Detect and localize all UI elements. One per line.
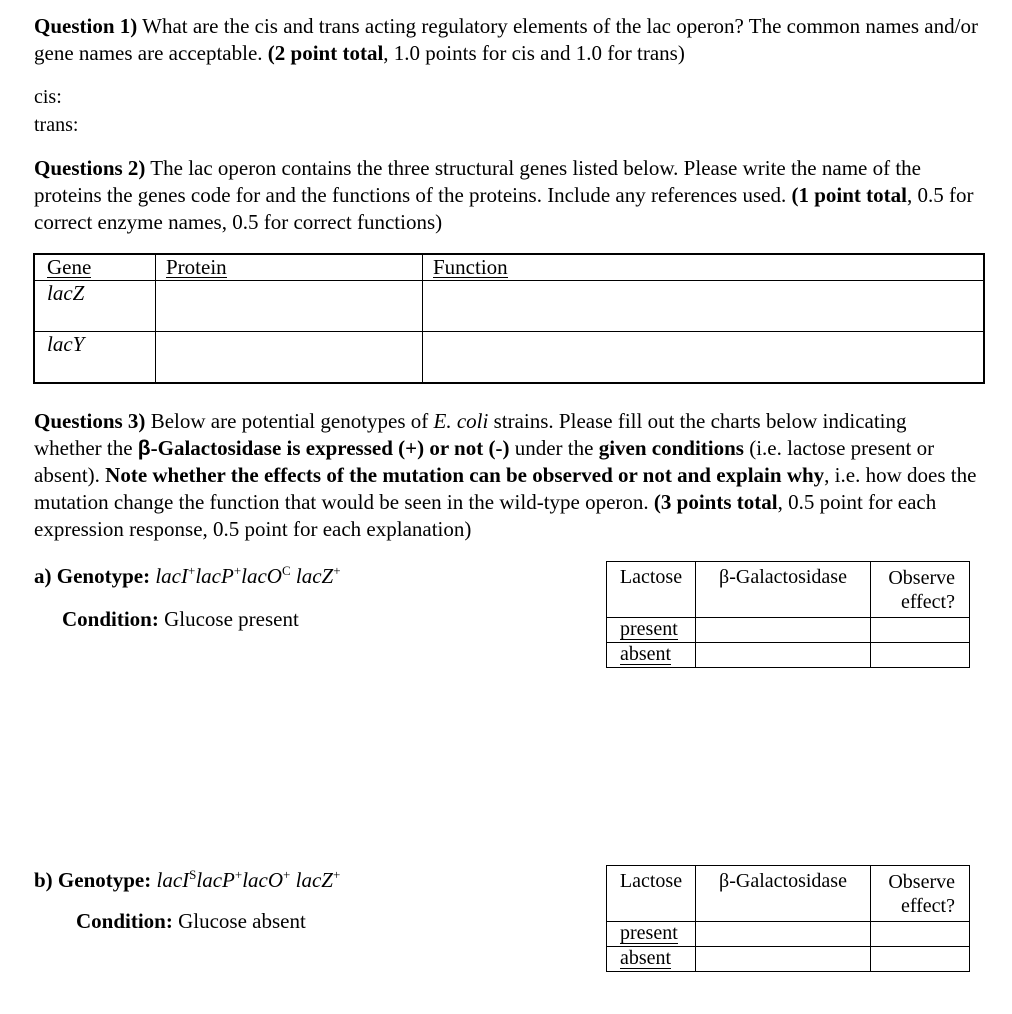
expression-cell[interactable] <box>696 618 871 643</box>
table-row <box>607 947 970 972</box>
q3-label: Questions 3) <box>34 409 146 433</box>
header-observe-effect: Observe effect? <box>871 562 970 618</box>
observe-cell[interactable] <box>871 947 970 972</box>
expression-cell[interactable] <box>696 922 871 947</box>
table-row <box>607 618 970 643</box>
protein-cell[interactable] <box>156 281 423 332</box>
q1-label: Question 1) <box>34 14 138 38</box>
table-row <box>607 643 970 668</box>
q1-points-detail: , 1.0 points for cis and 1.0 for trans) <box>383 41 685 65</box>
q3-points-detail: , 0.5 point for each expression response, 0.5 point for each explanation) <box>34 490 937 541</box>
cis-label: cis: <box>34 86 62 108</box>
trans-label: trans: <box>34 114 79 136</box>
question-2 <box>34 155 974 236</box>
gene-cell: lacY <box>47 332 85 356</box>
header-beta-galactosidase: β-Galactosidase <box>696 562 871 618</box>
observe-cell[interactable] <box>871 618 970 643</box>
row-absent: absent <box>620 643 672 665</box>
genotype-b: b) Genotype: lacI$^S$lacP+lacO+ lacZ+ <box>34 867 341 892</box>
observe-cell[interactable] <box>871 643 970 668</box>
q2-label: Questions 2) <box>34 156 146 180</box>
expression-cell[interactable] <box>696 643 871 668</box>
table-row <box>607 922 970 947</box>
row-present: present <box>620 618 678 640</box>
function-cell[interactable] <box>423 281 985 332</box>
question-3: Questions 3) Below are potential genotypes of E. coli strains. Please fill out the charts below indicating whether the β-Galactosidase is expressed (+) or not (-) under the given conditions (i.e. lactose present or absent). Note whether the effects of the mutation can be observed or not and explain why, i.e. how does the mutation change the function that would be seen in the wild-type operon. (3 points total, 0.5 point for each expression response, 0.5 point for each explanation) <box>34 409 977 541</box>
q2-text: The lac operon contains the three structural genes listed below. Please write the name of the proteins the genes code for and the functions of the proteins. Include any references used. <box>34 156 922 207</box>
header-lactose: Lactose <box>607 562 696 618</box>
row-absent: absent <box>620 947 672 969</box>
condition-a: Condition: Glucose present <box>62 607 299 631</box>
q1-points: (2 point total <box>267 41 384 65</box>
header-gene: Gene <box>47 255 92 279</box>
expression-table-a <box>606 561 970 668</box>
header-protein: Protein <box>166 255 227 279</box>
header-function: Function <box>433 255 508 279</box>
expression-table-b <box>606 865 970 972</box>
organism-name: E. coli <box>433 409 489 433</box>
header-lactose: Lactose <box>607 866 696 922</box>
expression-cell[interactable] <box>696 947 871 972</box>
protein-cell[interactable] <box>156 332 423 384</box>
condition-b: Condition: Glucose absent <box>76 909 306 933</box>
q2-points-detail: , 0.5 for correct enzyme names, 0.5 for correct functions) <box>34 183 974 234</box>
table-row <box>34 281 984 332</box>
function-cell[interactable] <box>423 332 985 384</box>
q3-points: (3 points total <box>653 490 778 514</box>
header-observe-effect: Observe effect? <box>871 866 970 922</box>
q2-points: (1 point total <box>791 183 907 207</box>
q1-text: What are the cis and trans acting regulatory elements of the lac operon? The common names and/or gene names are acceptable. <box>34 14 978 65</box>
question-1 <box>34 13 984 67</box>
header-beta-galactosidase: β-Galactosidase <box>696 866 871 922</box>
genotype-a: a) Genotype: lacI+lacP+lacO$^C$ lacZ+ <box>34 563 341 588</box>
row-present: present <box>620 922 678 944</box>
gene-cell: lacZ <box>47 281 85 305</box>
table-row <box>34 332 984 384</box>
gene-protein-table <box>33 253 985 384</box>
observe-cell[interactable] <box>871 922 970 947</box>
